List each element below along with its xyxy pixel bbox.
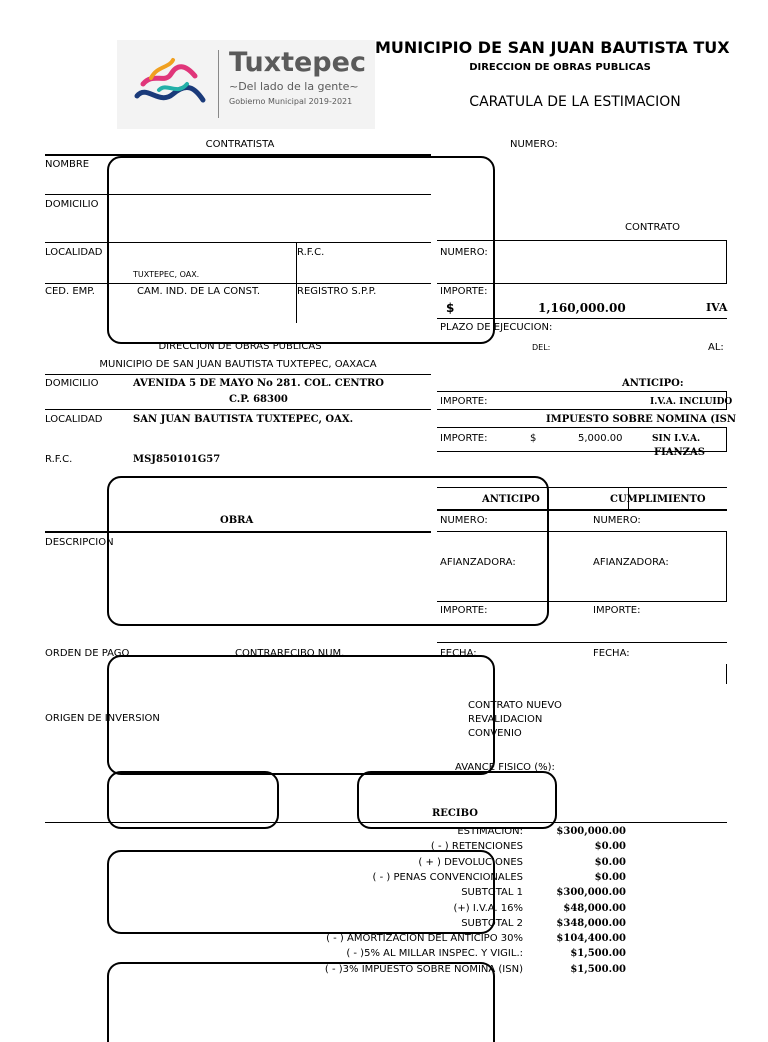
origen-inversion-label: ORIGEN DE INVERSION (45, 713, 160, 724)
obra-heading: OBRA (220, 515, 254, 526)
recibo-row-value: $104,400.00 (556, 933, 626, 944)
nombre-label: NOMBRE (45, 159, 90, 170)
fianza-anticipo-numero-label: NUMERO: (440, 515, 488, 526)
direccion-cp: C.P. 68300 (229, 394, 288, 405)
isn-value: 5,000.00 (578, 433, 623, 444)
fianza-anticipo-importe-label: IMPORTE: (440, 605, 488, 616)
recibo-row-value: $48,000.00 (563, 903, 626, 914)
plazo-al-label: AL: (708, 342, 724, 353)
logo (117, 40, 375, 129)
recibo-row-label: (+) I.V.A. 16% (453, 903, 523, 914)
fianza-cumplimiento-fecha-label: FECHA: (593, 648, 630, 659)
recibo-row-value: $0.00 (594, 841, 626, 852)
recibo-row-label: ( - ) RETENCIONES (430, 841, 523, 852)
fianza-cumplimiento-importe-label: IMPORTE: (593, 605, 641, 616)
direccion-rfc-label: R.F.C. (45, 454, 73, 465)
direccion-domicilio-value: AVENIDA 5 DE MAYO No 281. COL. CENTRO (133, 378, 384, 389)
page-subtitle: DIRECCION DE OBRAS PUBLICAS (469, 62, 651, 73)
contrato-importe-label: IMPORTE: (440, 286, 488, 297)
numero-label: NUMERO: (510, 139, 558, 150)
logo-name: Tuxtepec (229, 47, 366, 78)
contrarecibo-label: CONTRARECIBO NUM. (235, 648, 345, 659)
orden-pago-label: ORDEN DE PAGO (45, 648, 130, 659)
recibo-row-label: SUBTOTAL 2 (461, 918, 523, 929)
direccion-localidad-value: SAN JUAN BAUTISTA TUXTEPEC, OAX. (133, 414, 354, 425)
isn-currency: $ (530, 433, 537, 444)
recibo-row-value: $1,500.00 (570, 964, 626, 975)
recibo-row-label: ( + ) DEVOLUCIONES (418, 857, 523, 868)
isn-sin-iva: SIN I.V.A. (652, 434, 701, 444)
contrato-heading: CONTRATO (625, 222, 681, 233)
plazo-del-label: DEL: (532, 343, 551, 352)
direccion-rfc-value: MSJ850101G57 (133, 454, 221, 465)
contratista-heading: CONTRATISTA (205, 139, 275, 150)
domicilio-label: DOMICILIO (45, 199, 99, 210)
fianza-cumplimiento-numero-label: NUMERO: (593, 515, 641, 526)
rfc-label: R.F.C. (297, 247, 325, 258)
avance-fisico-label: AVANCE FISICO (%): (455, 762, 555, 773)
isn-importe-label: IMPORTE: (440, 433, 488, 444)
recibo-row-value: $0.00 (594, 872, 626, 883)
fianzas-heading: FIANZAS (654, 447, 705, 458)
anticipo-heading: ANTICIPO: (622, 378, 684, 389)
ced-label: CED. EMP. (45, 286, 95, 297)
recibo-row-label: ESTIMACION: (457, 826, 523, 837)
localidad-label: LOCALIDAD (45, 247, 103, 258)
recibo-row-value: $348,000.00 (556, 918, 626, 929)
registro-label: REGISTRO S.P.P. (297, 286, 377, 297)
direccion-localidad-label: LOCALIDAD (45, 414, 103, 425)
recibo-row-value: $1,500.00 (570, 948, 626, 959)
recibo-row-label: ( - ) PENAS CONVENCIONALES (372, 872, 523, 883)
recibo-row-label: ( - )3% IMPUESTO SOBRE NOMINA (ISN) (324, 964, 523, 975)
recibo-row-label: ( - )5% AL MILLAR INSPEC. Y VIGIL.: (346, 948, 523, 959)
recibo-row-label: ( - ) AMORTIZACION DEL ANTICIPO 30% (326, 933, 523, 944)
fianza-cumplimiento-afianzadora-label: AFIANZADORA: (593, 557, 669, 568)
tipo-contrato-nuevo: CONTRATO NUEVO (468, 700, 562, 711)
recibo-row-value: $300,000.00 (556, 887, 626, 898)
localidad-value: TUXTEPEC, OAX. (133, 270, 200, 279)
contrato-importe-value: 1,160,000.00 (538, 301, 626, 315)
logo-ribbon-icon (129, 54, 209, 114)
logo-tagline: ~Del lado de la gente~ (229, 80, 359, 93)
tipo-revalidacion: REVALIDACION (468, 714, 543, 725)
direccion-line1: DIRECCION DE OBRAS PUBLICAS (158, 341, 322, 352)
recibo-row-value: $0.00 (594, 857, 626, 868)
recibo-heading: RECIBO (432, 808, 478, 819)
contrato-iva-label: IVA (706, 301, 728, 314)
tipo-convenio: CONVENIO (468, 728, 522, 739)
anticipo-importe-label: IMPORTE: (440, 396, 488, 407)
plazo-label: PLAZO DE EJECUCION: (440, 322, 553, 333)
page-title: MUNICIPIO DE SAN JUAN BAUTISTA TUX (375, 38, 730, 57)
fianzas-anticipo-heading: ANTICIPO (482, 494, 540, 505)
ced-value: CAM. IND. DE LA CONST. (137, 286, 261, 297)
direccion-domicilio-label: DOMICILIO (45, 378, 99, 389)
recibo-row-label: SUBTOTAL 1 (461, 887, 523, 898)
contrato-numero-label: NUMERO: (440, 247, 488, 258)
fianza-anticipo-afianzadora-label: AFIANZADORA: (440, 557, 516, 568)
anticipo-iva-incluido: I.V.A. INCLUIDO (650, 397, 733, 407)
direccion-line2: MUNICIPIO DE SAN JUAN BAUTISTA TUXTEPEC, OAXACA (99, 359, 377, 370)
fianza-anticipo-fecha-label: FECHA: (440, 648, 477, 659)
fianzas-cumplimiento-heading: CUMPLIMIENTO (610, 494, 706, 505)
recibo-row-value: $300,000.00 (556, 826, 626, 837)
document-title: CARATULA DE LA ESTIMACION (469, 94, 681, 110)
descripcion-label: DESCRIPCION (45, 537, 114, 548)
logo-sub: Gobierno Municipal 2019-2021 (229, 97, 353, 106)
isn-heading: IMPUESTO SOBRE NOMINA (ISN (546, 414, 737, 425)
contrato-currency: $ (446, 301, 455, 315)
